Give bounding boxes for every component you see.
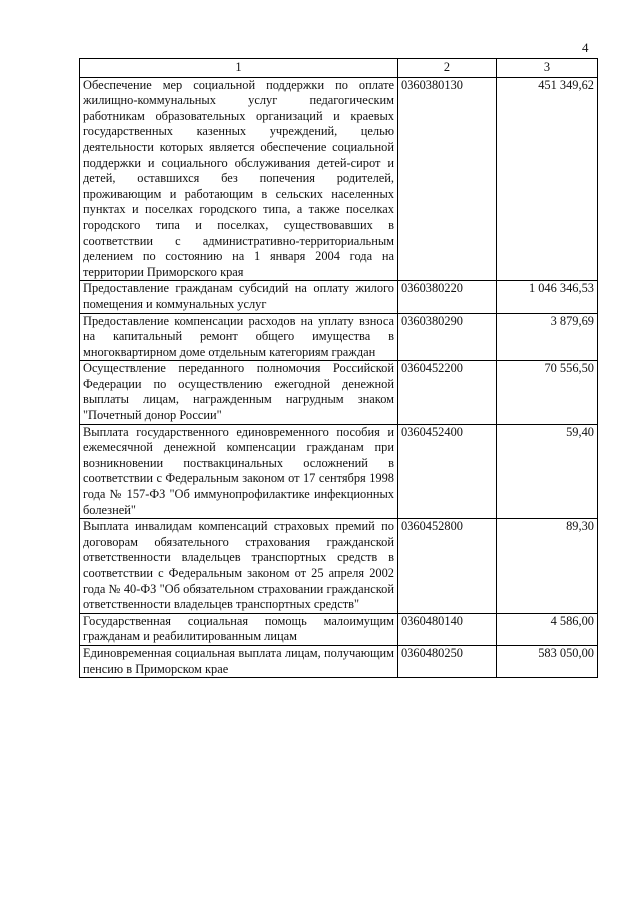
page-number: 4: [582, 40, 589, 55]
row-amount: 89,30: [497, 519, 598, 614]
row-amount: 451 349,62: [497, 77, 598, 281]
row-code: 0360380220: [398, 281, 497, 313]
row-name: Осуществление переданного полномочия Российской Федерации по осуществлению ежегодной денежной выплаты лицам, награжденным нагрудным знаком "Почетный донор России": [80, 361, 398, 424]
row-name: Выплата инвалидам компенсаций страховых премий по договорам обязательного страхования гражданской ответственности владельцев транспортных средств в соответствии с Федеральным законом от 25 апреля 2002 года № 40-ФЗ "Об обязательном страховании гражданской ответственности владельцев транспортных средств": [80, 519, 398, 614]
table-row: [80, 613, 598, 645]
header-col-3: 3: [497, 59, 598, 78]
row-name: Предоставление гражданам субсидий на оплату жилого помещения и коммунальных услуг: [80, 281, 398, 313]
row-amount: 70 556,50: [497, 361, 598, 424]
table-row: [80, 361, 598, 424]
row-code: 0360480250: [398, 645, 497, 677]
budget-table: [79, 58, 598, 678]
row-name: Государственная социальная помощь малоимущим гражданам и реабилитированным лицам: [80, 613, 398, 645]
table-row: [80, 645, 598, 677]
row-amount: 3 879,69: [497, 313, 598, 361]
table-row: [80, 519, 598, 614]
row-name: Единовременная социальная выплата лицам, получающим пенсию в Приморском крае: [80, 645, 398, 677]
table-row: [80, 281, 598, 313]
row-name: Предоставление компенсации расходов на уплату взноса на капитальный ремонт общего имущества в многоквартирном доме отдельным категориям граждан: [80, 313, 398, 361]
row-code: 0360452800: [398, 519, 497, 614]
row-amount: 4 586,00: [497, 613, 598, 645]
table-row: [80, 424, 598, 519]
header-col-1: 1: [80, 59, 398, 78]
table-row: [80, 313, 598, 361]
row-code: 0360452400: [398, 424, 497, 519]
row-name: Обеспечение мер социальной поддержки по оплате жилищно-коммунальных услуг педагогическим работникам образовательных организаций и краевых государственных казенных учреждений, целью деятельности которых является обеспечение социальной поддержки и социального обслуживания детей-сирот и детей, оставшихся без попечения родителей, проживающим и работающим в сельских населенных пунктах и поселках городского типа, а также поселках городского типа и поселках, существовавших в соответствии с административно-территориальным делением по состоянию на 1 января 2004 года на территории Приморского края: [80, 77, 398, 281]
row-amount: 583 050,00: [497, 645, 598, 677]
table-row: [80, 77, 598, 281]
row-name: Выплата государственного единовременного пособия и ежемесячной денежной компенсации гражданам при возникновении поствакцинальных осложнений в соответствии с Федеральным законом от 17 сентября 1998 года № 157-ФЗ "Об иммунопрофилактике инфекционных болезней": [80, 424, 398, 519]
row-code: 0360480140: [398, 613, 497, 645]
row-code: 0360452200: [398, 361, 497, 424]
header-col-2: 2: [398, 59, 497, 78]
row-code: 0360380130: [398, 77, 497, 281]
header-row: [80, 59, 598, 78]
row-code: 0360380290: [398, 313, 497, 361]
row-amount: 59,40: [497, 424, 598, 519]
row-amount: 1 046 346,53: [497, 281, 598, 313]
